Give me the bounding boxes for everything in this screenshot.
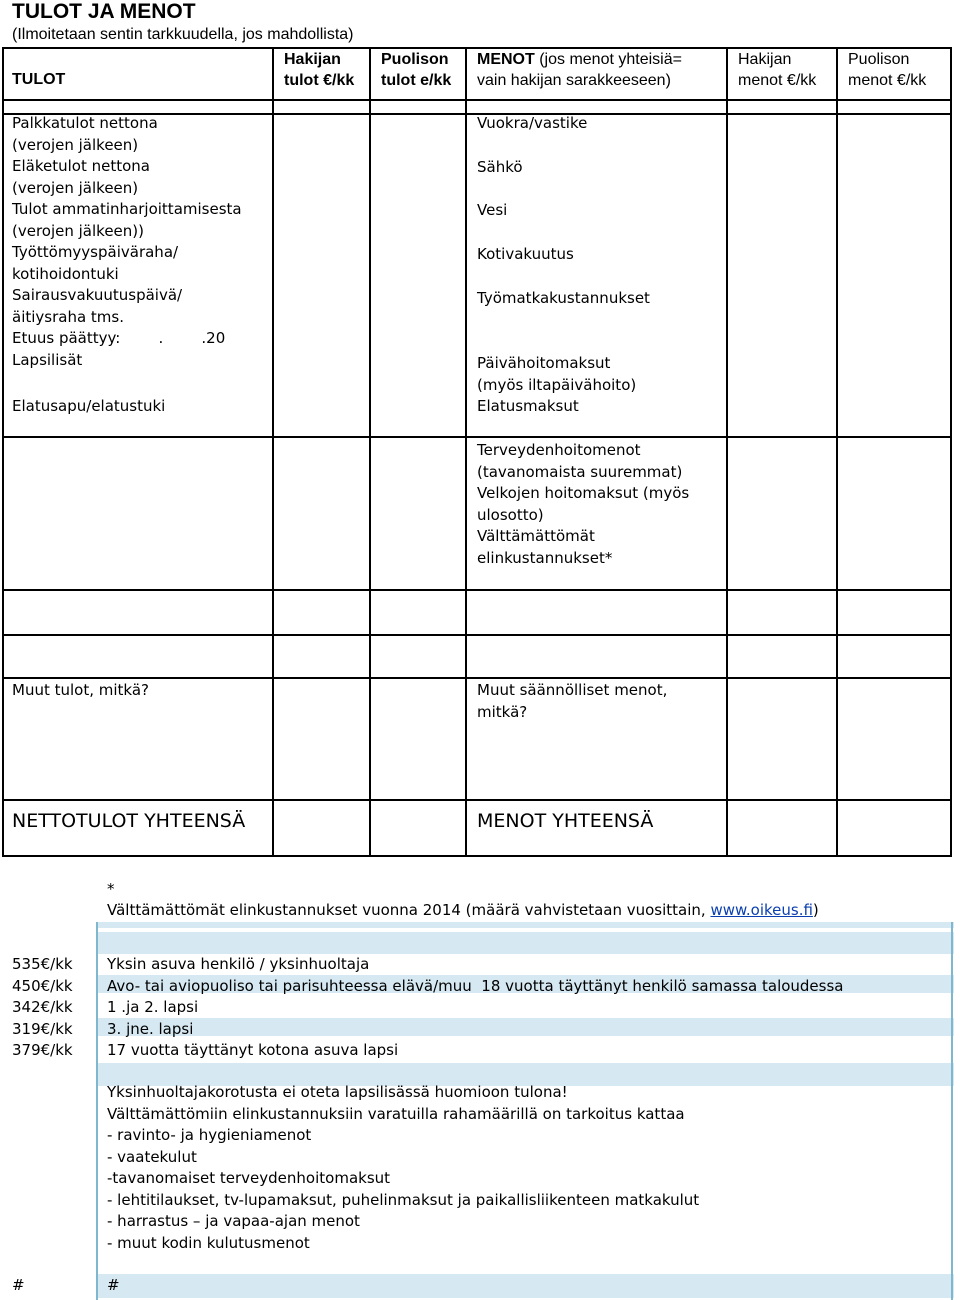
income-item: Sairausvakuutuspäivä/ — [12, 286, 183, 304]
expense-item: Välttämättömät — [477, 527, 595, 545]
oikeus-link[interactable]: www.oikeus.fi — [710, 901, 813, 919]
expense-item: Sähkö — [477, 158, 523, 176]
rate-amount: 342€/kk — [12, 998, 73, 1016]
rates-amounts — [12, 954, 73, 1062]
header-puolison-menot-2: menot €/kk — [848, 72, 927, 89]
rate-desc: 17 vuotta täyttänyt kotona asuva lapsi — [107, 1041, 399, 1059]
muut-tulot-label: Muut tulot, mitkä? — [12, 681, 149, 699]
row-line-5 — [2, 799, 951, 801]
muut-menot-line-2: mitkä? — [477, 702, 528, 721]
header-hakijan-tulot-2: tulot €/kk — [284, 72, 355, 89]
income-item: Tulot ammatinharjoittamisesta — [12, 200, 242, 218]
band-row — [96, 932, 954, 954]
rate-desc: 1 .ja 2. lapsi — [107, 998, 199, 1016]
note-line: - muut kodin kulutusmenot — [107, 1233, 310, 1252]
hash-left: # — [12, 1276, 25, 1294]
income-item: kotihoidontuki — [12, 264, 119, 283]
row-line-2 — [2, 589, 951, 591]
notes-list — [107, 1082, 699, 1254]
rates-divider-left — [96, 922, 98, 1300]
rate-amount: 379€/kk — [12, 1041, 73, 1059]
header-tulot: TULOT — [12, 71, 66, 88]
page-title: TULOT JA MENOT — [12, 0, 196, 23]
note-line: - harrastus – ja vapaa-ajan menot — [107, 1212, 360, 1230]
header-puolison-tulot-2: tulot e/kk — [381, 72, 452, 89]
header-bottom-border — [2, 99, 951, 101]
expense-item: (myös iltapäivähoito) — [477, 375, 637, 394]
col-line-0 — [2, 47, 4, 857]
row-line-1 — [2, 436, 951, 438]
note-line: -tavanomaiset terveydenhoitomaksut — [107, 1169, 391, 1187]
expense-item: Elatusmaksut — [477, 397, 579, 415]
muut-menot-label — [477, 680, 667, 723]
note-line: - ravinto- ja hygieniamenot — [107, 1126, 312, 1144]
expense-item: (tavanomaista suuremmat) — [477, 462, 683, 481]
income-item: äitiysraha tms. — [12, 307, 125, 326]
income-item: Työttömyyspäiväraha/ — [12, 243, 179, 261]
expense-item: Työmatkakustannukset — [477, 289, 650, 307]
rate-amount: 319€/kk — [12, 1019, 73, 1038]
expense-item: ulosotto) — [477, 505, 544, 524]
col-line-2 — [369, 47, 371, 857]
col-line-4 — [726, 47, 728, 857]
expense-item: Terveydenhoitomenot — [477, 441, 641, 459]
expense-item: Kotivakuutus — [477, 245, 574, 263]
muut-menot-line-1: Muut säännölliset menot, — [477, 681, 668, 699]
income-item: (verojen jälkeen)) — [12, 221, 144, 240]
row-line-4 — [2, 677, 951, 679]
note-line: - vaatekulut — [107, 1147, 197, 1166]
note-line: - lehtitilaukset, tv-lupamaksut, puhelinmaksut ja paikallisliikenteen matkakulut — [107, 1190, 700, 1209]
expense-item: Velkojen hoitomaksut (myös — [477, 484, 690, 502]
page-subtitle: (Ilmoitetaan sentin tarkkuudella, jos mahdollista) — [12, 26, 354, 43]
band-top — [96, 922, 954, 928]
expense-list-2 — [477, 353, 636, 418]
expense-item: Vuokra/vastike — [477, 114, 588, 132]
income-item: Etuus päättyy: . .20 — [12, 329, 226, 347]
note-line: Välttämättömiin elinkustannuksiin varatuilla rahamäärillä on tarkoitus kattaa — [107, 1104, 685, 1123]
note-line: Yksinhuoltajakorotusta ei oteta lapsilisässä huomioon tulona! — [107, 1083, 568, 1101]
band-bottom — [96, 1274, 954, 1298]
income-list — [12, 113, 242, 371]
rates-descriptions — [107, 954, 844, 1062]
header-hakijan-menot-2: menot €/kk — [738, 72, 817, 89]
footnote-text: Välttämättömät elinkustannukset vuonna 2014 (määrä vahvistetaan vuosittain, www.oikeus.fi) — [107, 901, 819, 919]
rate-amount: 535€/kk — [12, 955, 73, 973]
income-item: Lapsilisät — [12, 350, 83, 369]
col-line-1 — [272, 47, 274, 857]
row-line-3 — [2, 634, 951, 636]
income-item: (verojen jälkeen) — [12, 178, 139, 197]
income-item: (verojen jälkeen) — [12, 135, 139, 154]
income-elatus: Elatusapu/elatustuki — [12, 397, 166, 415]
rate-amount: 450€/kk — [12, 976, 73, 995]
rate-desc: 3. jne. lapsi — [107, 1019, 194, 1038]
menot-total-label: MENOT YHTEENSÄ — [477, 810, 654, 832]
income-item: Eläketulot nettona — [12, 157, 150, 175]
netto-total-label: NETTOTULOT YHTEENSÄ — [12, 810, 246, 832]
expense-item: elinkustannukset* — [477, 548, 613, 567]
header-puolison-tulot-1: Puolison — [381, 51, 449, 68]
rates-divider-right — [951, 922, 953, 1300]
expense-item: Vesi — [477, 201, 508, 219]
rate-desc: Avo- tai aviopuoliso tai parisuhteessa elävä/muu 18 vuotta täyttänyt henkilö samassa taloudessa — [107, 976, 844, 995]
col-line-3 — [465, 47, 467, 857]
header-puolison-menot-1: Puolison — [848, 51, 910, 68]
expense-item: Päivähoitomaksut — [477, 354, 611, 372]
income-item: Palkkatulot nettona — [12, 114, 158, 132]
table-bottom-border — [2, 855, 951, 857]
header-menot-1: MENOT (jos menot yhteisiä= — [477, 51, 682, 68]
header-menot-2: vain hakijan sarakkeeseen) — [477, 72, 671, 89]
header-hakijan-tulot-1: Hakijan — [284, 51, 341, 68]
col-line-6 — [950, 47, 952, 857]
footnote-star: * — [107, 880, 115, 898]
col-line-5 — [836, 47, 838, 857]
expense-list-3 — [477, 440, 689, 569]
rate-desc: Yksin asuva henkilö / yksinhuoltaja — [107, 955, 370, 973]
hash-right: # — [107, 1276, 120, 1294]
header-hakijan-menot-1: Hakijan — [738, 51, 792, 68]
